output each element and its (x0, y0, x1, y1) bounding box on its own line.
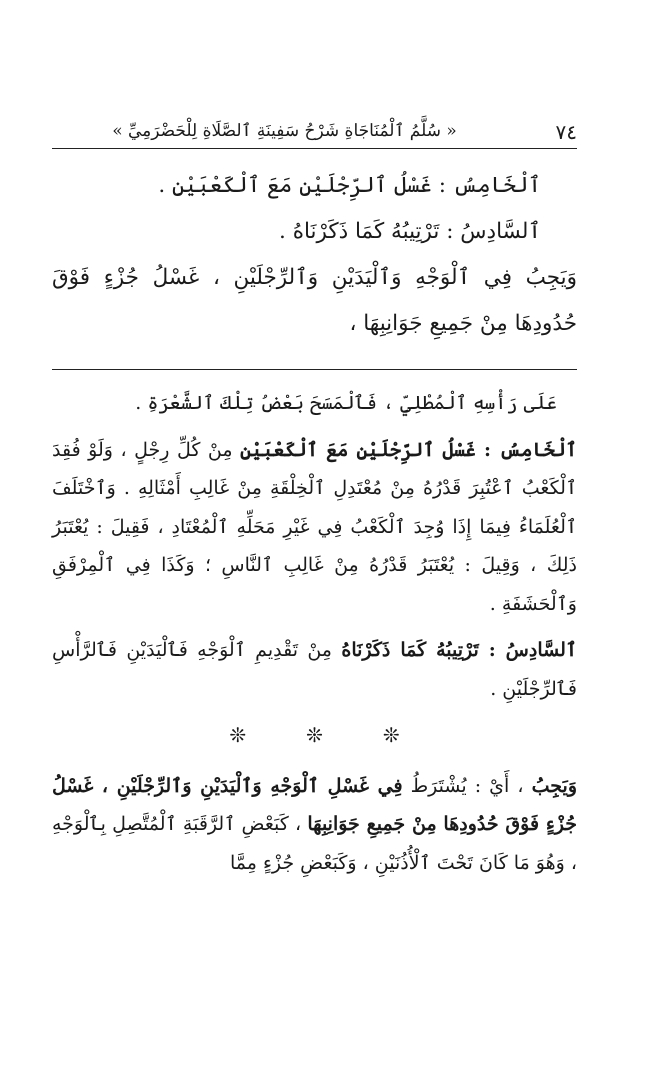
book-page (52, 108, 577, 890)
sharh-paragraph-4 (52, 767, 577, 883)
asterism-separator: ❊❊❊ (229, 723, 460, 747)
running-title: « سُلَّمُ ٱلْمُنَاجَاةِ شَرْحُ سَفِينَةِ ٱلصَّلَاةِ لِلْحَضْرَمِيِّ » (112, 121, 457, 141)
sharh-keyword-wajib: وَيَجِبُ (531, 774, 577, 797)
matn-line-sixth: ٱلسَّادِسُ : تَرْتِيبُهُ كَمَا ذَكَرْنَاهُ . (279, 219, 541, 244)
sharh-keyword-sixth: ٱلسَّادِسُ : تَرْتِيبُهُ كَمَا ذَكَرْنَاهُ (341, 639, 577, 661)
sharh-keyword-wash-part: فِي غَسْلِ ٱلْوَجْهِ وَٱلْيَدَيْنِ وَٱلرِّجْلَيْنِ ، غَسْلُ جُزْءٍ فَوْقَ حُدُودِهَا مِنْ جَمِيعِ جَوَانِبِهَا (52, 774, 578, 835)
page-number: ٧٤ (555, 120, 577, 144)
sharh-commentary-fifth: مِنْ كُلِّ رِجْلٍ ، وَلَوْ فُقِدَ ٱلْكَعْبُ ٱعْتُبِرَ قَدْرُهُ مِنْ مُعْتَدِلِ ٱلْخِلْقَةِ مِنْ غَالِبِ أَمْثَالِهِ . وَٱخْتَلَفَ ٱلْعُلَمَاءُ فِيمَا إِذَا وُجِدَ ٱلْكَعْبُ فِي غَيْرِ مَحَلِّهِ ٱلْمُعْتَادِ ، فَقِيلَ : يُعْتَبَرُ ذَلِكَ ، وَقِيلَ : يُعْتَبَرُ قَدْرُهُ مِنْ غَالِبِ ٱلنَّاسِ ؛ وَكَذَا فِي ٱلْمِرْفَقِ وَٱلْحَشَفَةِ . (52, 438, 577, 615)
sharh-text (52, 384, 577, 882)
page-header (52, 108, 577, 149)
sharh-commentary-sixth: مِنْ تَقْدِيمِ ٱلْوَجْهِ فَٱلْيَدَيْنِ فَٱلرَّأْسِ فَٱلرِّجْلَيْنِ . (52, 639, 577, 700)
sharh-paragraph-1: عَلَى رَأْسِهِ ٱلْمُطْلِيِّ ، فَٱلْمَسَحَ بَعْضُ تِلْكَ ٱلشَّعْرَةِ . (135, 392, 557, 414)
sharh-gloss: ، أَيْ : يُشْتَرَطُ (402, 774, 532, 797)
section-divider (52, 369, 577, 370)
matn-text (52, 163, 577, 347)
sharh-keyword-fifth: ٱلْخَامِسُ : غَسْلُ ٱلرِّجْلَيْنِ مَعَ ٱلْكَعْبَيْنِ (240, 438, 578, 461)
matn-line-fifth: ٱلْخَامِسُ : غَسْلُ ٱلرِّجْلَيْنِ مَعَ ٱلْكَعْبَيْنِ . (158, 173, 541, 198)
sharh-commentary-wash-part: ، كَبَعْضِ ٱلرَّقَبَةِ ٱلْمُتَّصِلِ بِٱلْوَجْهِ ، وَهُوَ مَا كَانَ تَحْتَ ٱلْأُذُنَيْنِ ، وَكَبَعْضِ جُزْءٍ مِمَّا (52, 813, 577, 874)
sharh-paragraph-2 (52, 431, 577, 624)
matn-line-obligation: وَيَجِبُ فِي ٱلْوَجْهِ وَٱلْيَدَيْنِ وَٱلرِّجْلَيْنِ ، غَسْلُ جُزْءٍ فَوْقَ حُدُودِهَا مِنْ جَمِيعِ جَوَانِبِهَا ، (52, 265, 577, 336)
sharh-paragraph-3 (52, 631, 577, 708)
